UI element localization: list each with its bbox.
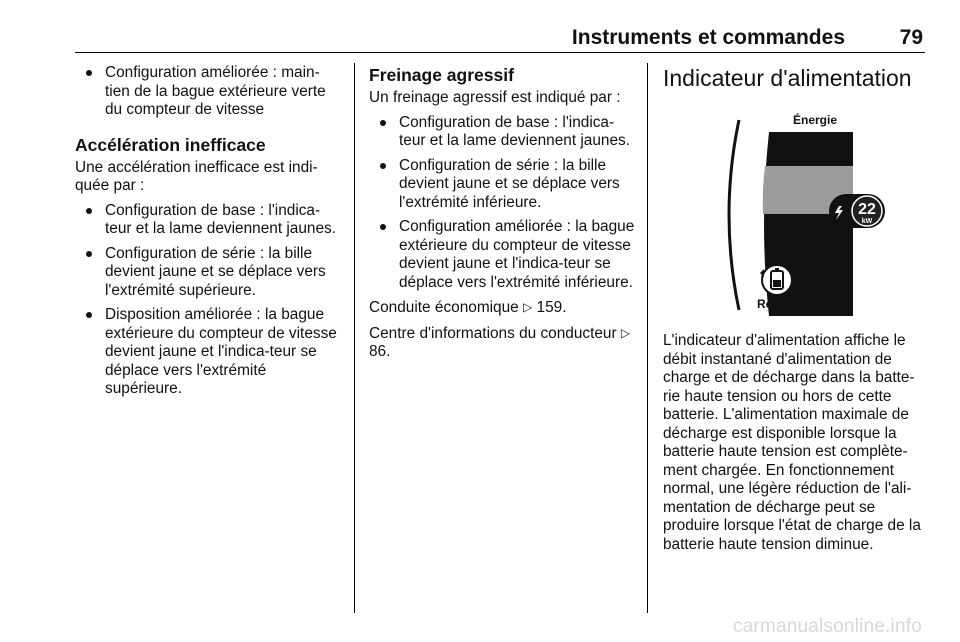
list-item: Configuration de série : la bille devient jaune et se déplace vers l'extrémité supérieure. — [75, 245, 340, 301]
list-item: Configuration de série : la bille devient jaune et se déplace vers l'extrémité inférieure. — [369, 157, 635, 213]
list-item: Configuration de base : l'indica-teur et la lame deviennent jaunes. — [369, 114, 635, 151]
column-divider-1 — [354, 63, 355, 613]
column-1 — [75, 64, 340, 399]
section-heading-acceleration: Accélération inefficace — [75, 134, 266, 155]
page-number: 79 — [899, 26, 923, 49]
paragraph: Un freinage agressif est indiqué par : — [369, 89, 621, 106]
bullet-list-acceleration — [75, 202, 340, 399]
regen-battery-icon — [760, 265, 792, 295]
gauge-outer-arc — [729, 120, 739, 310]
section-heading-braking: Freinage agressif — [369, 65, 514, 85]
list-item: Disposition améliorée : la bague extérieure du compteur de vitesse devient jaune et l'indica-teur se déplace vers l'extrémité supérieure. — [75, 306, 340, 399]
column-2 — [369, 64, 635, 362]
column-divider-2 — [647, 63, 648, 613]
power-gauge-figure — [711, 110, 901, 320]
top-bullet-list — [75, 64, 340, 120]
section-heading-power-indicator: Indicateur d'alimentation — [663, 65, 912, 91]
xref-arrow-icon: ▷ — [523, 300, 533, 314]
paragraph-power-description: L'indicateur d'alimentation affiche le débit instantané d'alimentation de charge et de décharge dans la batte-rie haute tension ou hors de cette batterie. L'alimentation maximale de décharge est disponible lorsque la batterie haute tension est complète-ment chargée. En fonctionnement normal, une légère réduction de l'ali-mentation de décharge peut se produire lorsque l'état de charge de la batterie haute tension diminue. — [663, 332, 921, 553]
power-unit: kW — [861, 218, 873, 225]
paragraph: Une accélération inefficace est indi-quée par : — [75, 158, 318, 194]
xref-arrow-icon: ▷ — [620, 325, 631, 340]
page-header — [75, 24, 925, 53]
column-3 — [663, 64, 925, 554]
bullet-list-braking — [369, 114, 635, 293]
chapter-title: Instruments et commandes — [571, 26, 845, 49]
list-item: Configuration améliorée : main-tien de la bague extérieure verte du compteur de vitesse — [75, 64, 340, 120]
cross-reference-driver-info-center[interactable]: Centre d'informations du conducteur ▷ 86. — [369, 324, 631, 360]
power-value: 22 — [858, 201, 876, 218]
watermark: carmanualsonline.info — [732, 616, 922, 637]
list-item: Configuration de base : l'indica-teur et la lame deviennent jaunes. — [75, 202, 340, 239]
list-item: Configuration améliorée : la bague extérieure du compteur de vitesse devient jaune et l'indica-teur se déplace vers l'extrémité inférieure. — [369, 218, 635, 292]
cross-reference-eco-driving[interactable]: Conduite économique ▷ 159. — [369, 299, 567, 316]
regen-label: Régén. — [756, 297, 798, 311]
energy-label: Énergie — [792, 113, 838, 127]
